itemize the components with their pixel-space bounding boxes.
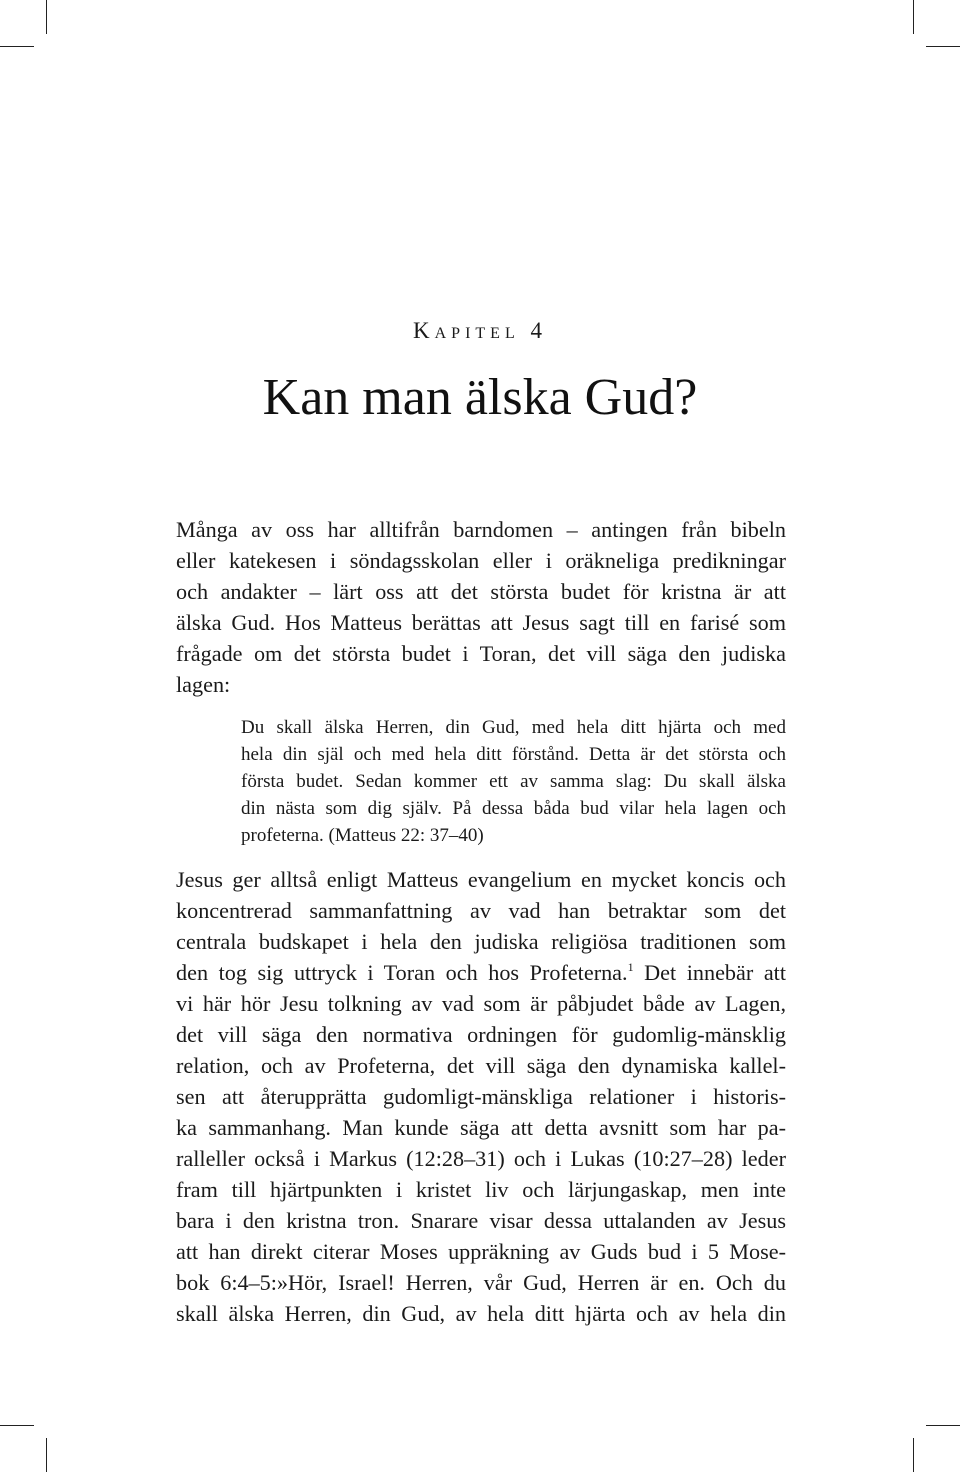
- text-line: fram till hjärtpunkten i kristet liv och lärjungaskap, men inte: [176, 1177, 786, 1202]
- text-line: centrala budskapet i hela den judiska religiösa traditionen som: [176, 929, 786, 954]
- text-line: bok 6:4–5:»Hör, Israel! Herren, vår Gud, Herren är en. Och du: [176, 1270, 786, 1295]
- text-line: bara i den kristna tron. Snarare visar dessa uttalanden av Jesus: [176, 1208, 786, 1233]
- text-line: frågade om det största budet i Toran, det vill säga den judiska: [176, 641, 786, 666]
- quote-line: profeterna. (Matteus 22: 37–40): [241, 825, 484, 846]
- chapter-title: Kan man älska Gud?: [262, 369, 698, 426]
- text-segment: Det innebär att: [633, 960, 786, 985]
- crop-mark-bottom-right-h: [926, 1425, 960, 1426]
- chapter-label: Kapitel 4: [413, 318, 547, 343]
- crop-mark-top-left-h: [0, 46, 34, 47]
- bible-quote: [241, 714, 786, 849]
- crop-mark-top-right-h: [926, 46, 960, 47]
- text-line: eller katekesen i söndagsskolan eller i oräkneliga predikningar: [176, 548, 786, 573]
- text-line: sen att återupprätta gudomligt-mänskliga relationer i historis-: [176, 1084, 786, 1109]
- quote-line: hela din själ och med hela ditt förstånd. Detta är det största och: [241, 744, 786, 765]
- text-line: vi här hör Jesu tolkning av vad som är påbjudet både av Lagen,: [176, 991, 786, 1016]
- text-line: skall älska Herren, din Gud, av hela ditt hjärta och av hela din: [176, 1301, 786, 1326]
- text-line: Många av oss har alltifrån barndomen – antingen från bibeln: [176, 517, 786, 542]
- text-line: att han direkt citerar Moses uppräkning av Guds bud i 5 Mose-: [176, 1239, 786, 1264]
- body-paragraph: [176, 864, 786, 1329]
- quote-line: Du skall älska Herren, din Gud, med hela ditt hjärta och med: [241, 717, 786, 738]
- text-line: relation, och av Profeterna, det vill säga den dynamiska kallel-: [176, 1053, 786, 1078]
- text-line: koncentrerad sammanfattning av vad han betraktar som det: [176, 898, 786, 923]
- footnote-reference[interactable]: 1: [627, 960, 634, 974]
- intro-paragraph: [176, 514, 786, 700]
- quote-line: första budet. Sedan kommer ett av samma slag: Du skall älska: [241, 771, 786, 792]
- crop-mark-top-right-v: [913, 0, 914, 34]
- crop-mark-bottom-left-v: [46, 1438, 47, 1472]
- crop-mark-bottom-right-v: [913, 1438, 914, 1472]
- crop-mark-bottom-left-h: [0, 1425, 34, 1426]
- text-line: Jesus ger alltså enligt Matteus evangelium en mycket koncis och: [176, 867, 786, 892]
- text-line: ralleller också i Markus (12:28–31) och i Lukas (10:27–28) leder: [176, 1146, 786, 1171]
- text-line: älska Gud. Hos Matteus berättas att Jesus sagt till en farisé som: [176, 610, 786, 635]
- text-line: det vill säga den normativa ordningen för gudomlig-mänsklig: [176, 1022, 786, 1047]
- text-line: ka sammanhang. Man kunde säga att detta avsnitt som har pa-: [176, 1115, 786, 1140]
- text-line: lagen:: [176, 672, 231, 697]
- text-line: [176, 957, 786, 988]
- crop-mark-top-left-v: [46, 0, 47, 34]
- text-line: och andakter – lärt oss att det största budet för kristna är att: [176, 579, 786, 604]
- quote-line: din nästa som dig själv. På dessa båda bud vilar hela lagen och: [241, 798, 786, 819]
- text-segment: den tog sig uttryck i Toran och hos Profeterna.: [176, 960, 628, 985]
